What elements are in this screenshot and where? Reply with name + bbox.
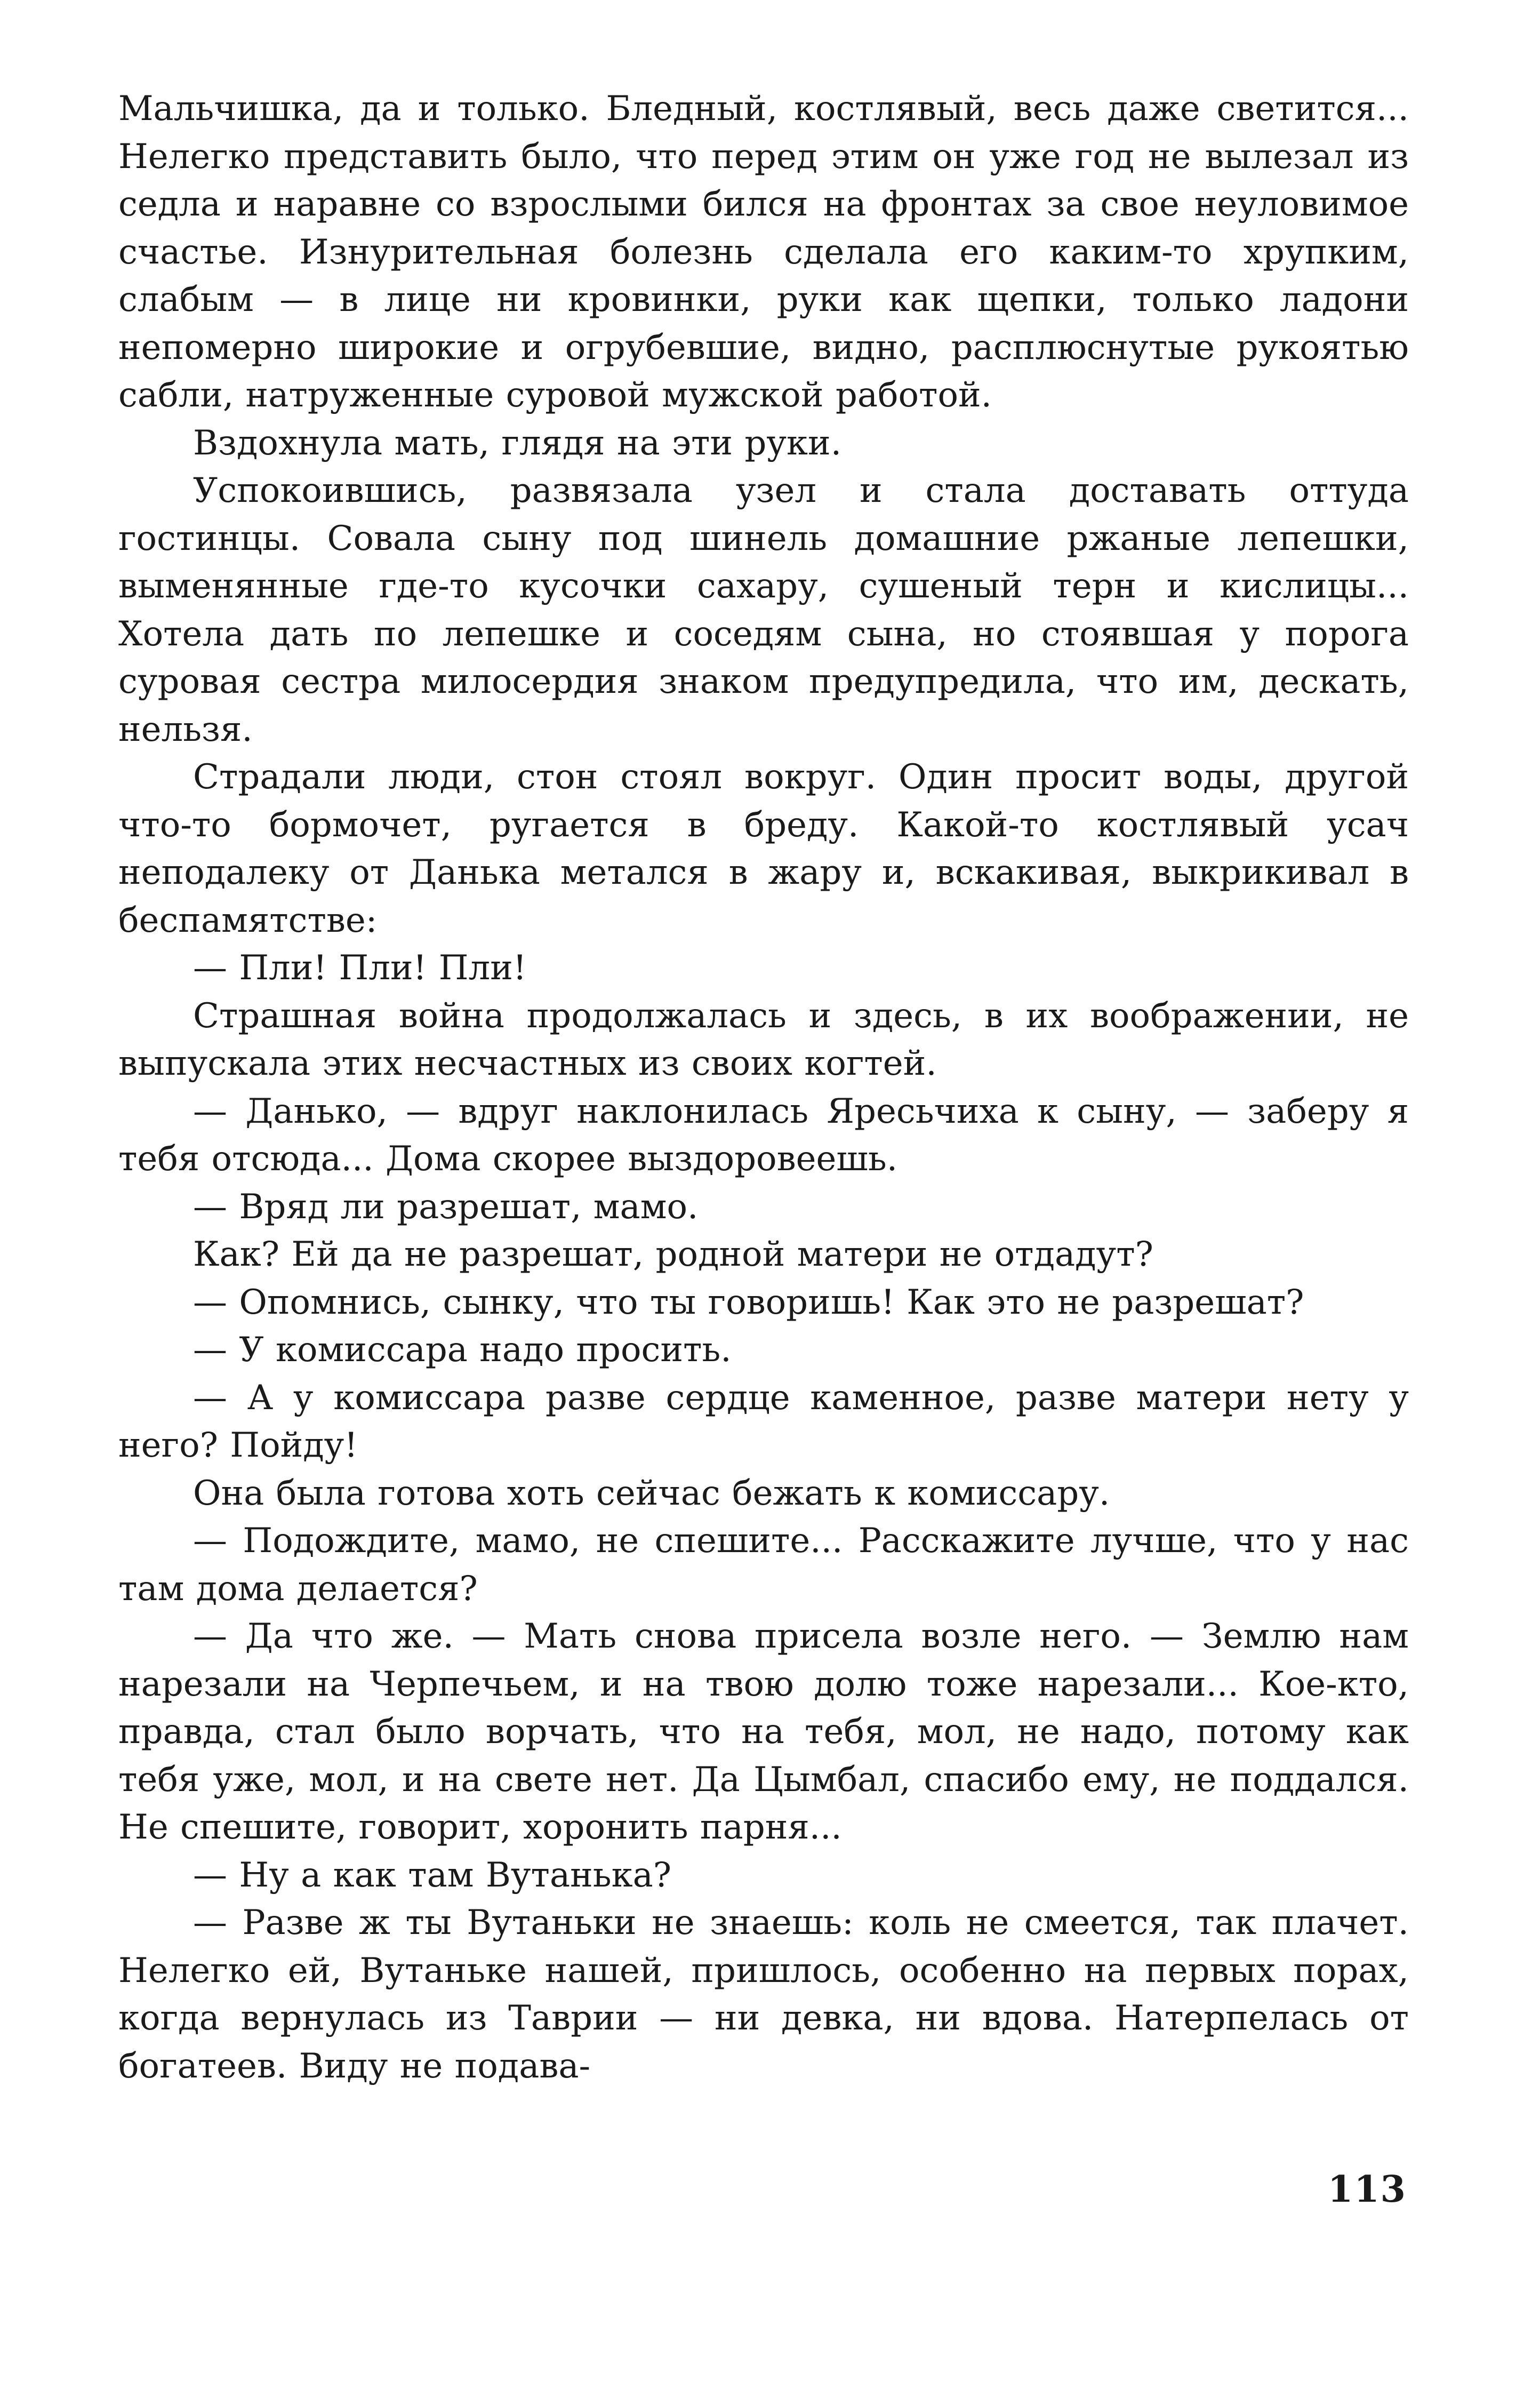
paragraph: — Подождите, мамо, не спешите... Расскажите лучше, что у нас там дома делается? <box>118 1521 1409 1609</box>
paragraph: — Вряд ли разрешат, мамо. <box>193 1187 699 1227</box>
page-number: 113 <box>1328 2168 1407 2211</box>
paragraph: — Опомнись, сынку, что ты говоришь! Как это не разрешат? <box>193 1282 1304 1322</box>
paragraph: Как? Ей да не разрешат, родной матери не отдадут? <box>193 1235 1153 1274</box>
paragraph: Страдали люди, стон стоял вокруг. Один просит воды, другой что-то бормочет, ругается в бреду. Какой-то костлявый усач неподалеку от Данька метался в жару и, вскакивая, выкрикивал в беспамятстве: <box>118 757 1409 940</box>
paragraph: Вздохнула мать, глядя на эти руки. <box>193 423 842 463</box>
paragraph: — Разве ж ты Вутаньки не знаешь: коль не смеется, так плачет. Нелегко ей, Вутаньке нашей, пришлось, особенно на первых порах, когда вернулась из Таврии — ни девка, ни вдова. Натерпелась от богатеев. Виду не подава- <box>118 1903 1409 2086</box>
paragraph: — А у комиссара разве сердце каменное, разве матери нету у него? Пойду! <box>118 1378 1409 1465</box>
paragraph: Страшная война продолжалась и здесь, в их воображении, не выпускала этих несчастных из своих когтей. <box>118 996 1409 1083</box>
paragraph: — Данько, — вдруг наклонилась Яресьчиха к сыну, — заберу я тебя отсюда... Дома скорее выздоровеешь. <box>118 1091 1409 1179</box>
paragraph: Мальчишка, да и только. Бледный, костлявый, весь даже светится... Нелегко представить было, что перед этим он уже год не вылезал из седла и наравне со взрослыми бился на фронтах за свое неуловимое счастье. Изнурительная болезнь сделала его каким-то хрупким, слабым — в лице ни кровинки, руки как щепки, только ладони непомерно широкие и огрубевшие, видно, расплюснутые рукоятью сабли, натруженные суровой мужской работой. <box>118 89 1409 415</box>
book-page-text <box>118 85 1409 2090</box>
paragraph: Успокоившись, развязала узел и стала доставать оттуда гостинцы. Совала сыну под шинель домашние ржаные лепешки, выменянные где-то кусочки сахару, сушеный терн и кислицы... Хотела дать по лепешке и соседям сына, но стоявшая у порога суровая сестра милосердия знаком предупредила, что им, дескать, нельзя. <box>118 471 1409 749</box>
paragraph: — Пли! Пли! Пли! <box>193 948 527 988</box>
paragraph: — У комиссара надо просить. <box>193 1330 732 1370</box>
paragraph: Она была готова хоть сейчас бежать к комиссару. <box>193 1473 1110 1513</box>
paragraph: — Да что же. — Мать снова присела возле него. — Землю нам нарезали на Черпечьем, и на твою долю тоже нарезали... Кое-кто, правда, стал было ворчать, что на тебя, мол, не надо, потому как тебя уже, мол, и на свете нет. Да Цымбал, спасибо ему, не поддался. Не спешите, говорит, хоронить парня... <box>118 1617 1409 1847</box>
paragraph: — Ну а как там Вутанька? <box>193 1855 672 1895</box>
